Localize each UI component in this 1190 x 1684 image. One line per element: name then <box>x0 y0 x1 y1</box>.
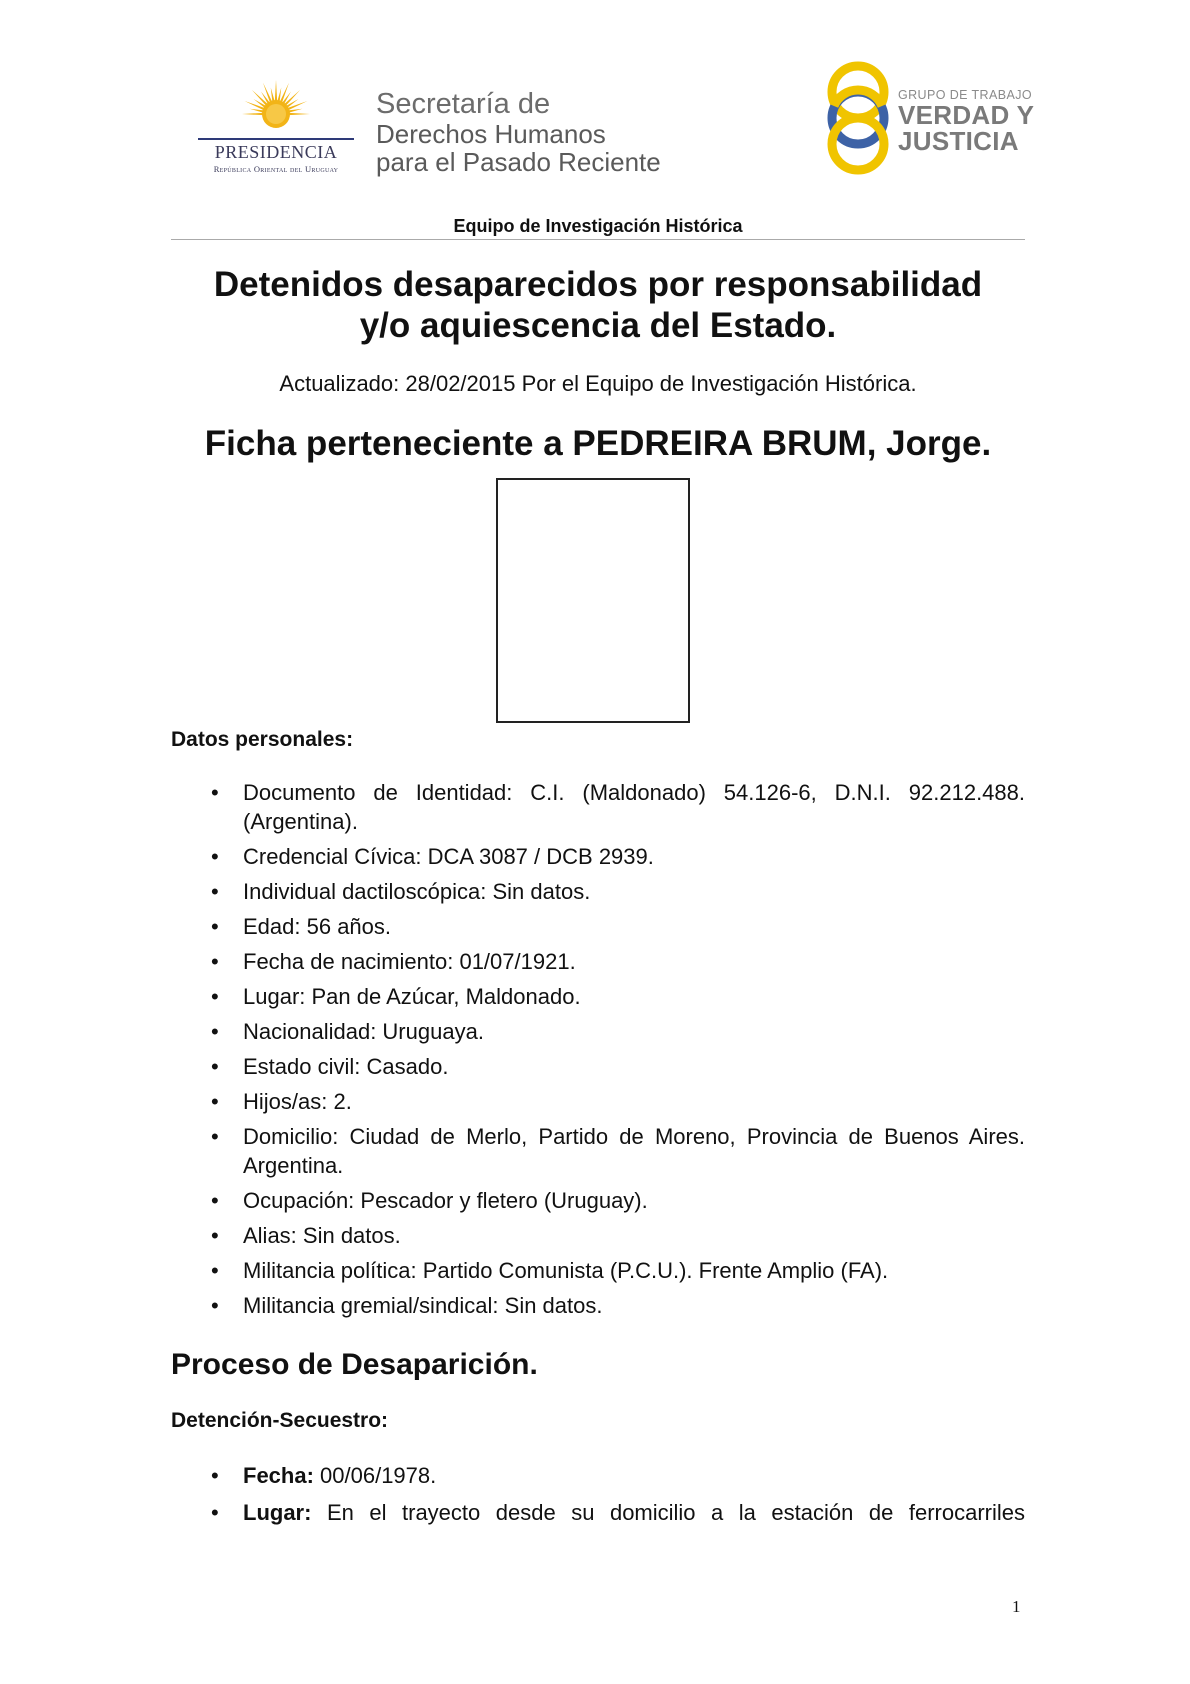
title-line-1: Detenidos desaparecidos por responsabilidad <box>213 265 983 304</box>
sun-ray <box>271 88 275 102</box>
presidencia-logo <box>196 78 356 180</box>
sun-ray <box>250 109 264 113</box>
list-item: • Documento de Identidad: C.I. (Maldonado) 54.126-6, D.N.I. 92.212.488. (Argentina). <box>211 780 1025 834</box>
header-rule <box>171 239 1025 240</box>
detencion-label: Detención-Secuestro: <box>171 1409 389 1432</box>
detencion-list <box>171 1461 1025 1535</box>
bullet-icon: • <box>211 1089 219 1114</box>
secretaria-line-2: Derechos Humanos <box>376 119 606 149</box>
verdad-justicia-text <box>898 88 1035 156</box>
bullet-icon: • <box>211 1223 219 1248</box>
bullet-icon: • <box>211 1500 219 1525</box>
presidencia-divider <box>198 138 354 140</box>
secretaria-line-3: para el Pasado Reciente <box>376 147 661 177</box>
list-item: • Estado civil: Casado. <box>211 1054 449 1079</box>
title-line-2: y/o aquiescencia del Estado. <box>359 306 837 345</box>
bullet-icon: • <box>211 984 219 1009</box>
list-item: • Edad: 56 años. <box>211 914 392 939</box>
bullet-icon: • <box>211 879 219 904</box>
list-item: • Militancia gremial/sindical: Sin datos. <box>211 1293 603 1318</box>
grupo-label: GRUPO DE TRABAJO <box>898 88 1032 102</box>
bullet-icon: • <box>211 1463 219 1488</box>
secretaria-line-1: Secretaría de <box>376 88 551 120</box>
list-item: • Individual dactiloscópica: Sin datos. <box>211 879 591 904</box>
verdad-justicia-logo <box>820 56 1035 180</box>
list-item: • Hijos/as: 2. <box>211 1089 352 1114</box>
secretaria-logo <box>376 88 706 176</box>
list-item: • Nacionalidad: Uruguaya. <box>211 1019 484 1044</box>
list-item: • Credencial Cívica: DCA 3087 / DCB 2939. <box>211 844 654 869</box>
updated-line: Actualizado: 28/02/2015 Por el Equipo de Investigación Histórica. <box>279 371 917 396</box>
sun-ray <box>245 101 265 110</box>
bullet-icon: • <box>211 1124 219 1149</box>
document-title <box>171 264 1025 346</box>
sun-ray <box>288 101 308 110</box>
datos-personales-list <box>171 778 1025 1326</box>
bullet-icon: • <box>211 1258 219 1283</box>
proceso-heading: Proceso de Desaparición. <box>171 1348 538 1381</box>
bullet-icon: • <box>211 1188 219 1213</box>
presidencia-name: PRESIDENCIA <box>214 142 338 162</box>
list-item: • Militancia política: Partido Comunista (P.C.U.). Frente Amplio (FA). <box>211 1258 889 1283</box>
ficha-title: Ficha perteneciente a PEDREIRA BRUM, Jorge. <box>204 424 992 463</box>
sun-ray <box>275 80 277 101</box>
sun-ray <box>288 109 302 113</box>
sun-ray <box>289 113 310 115</box>
sun-ray <box>277 88 281 102</box>
bullet-icon: • <box>211 949 219 974</box>
rings-icon <box>820 56 896 180</box>
bullet-icon: • <box>211 1019 219 1044</box>
sun-ray <box>263 83 272 103</box>
bullet-icon: • <box>211 844 219 869</box>
bullet-icon: • <box>211 914 219 939</box>
photo-placeholder <box>496 478 690 723</box>
page-number: 1 <box>1012 1597 1021 1616</box>
bullet-icon: • <box>211 1293 219 1318</box>
list-item: • Fecha de nacimiento: 01/07/1921. <box>211 949 576 974</box>
team-name: Equipo de Investigación Histórica <box>453 216 743 236</box>
list-item: • Fecha: 00/06/1978. <box>211 1463 437 1488</box>
list-item: • Lugar: En el trayecto desde su domicilio a la estación de ferrocarriles <box>211 1500 1025 1525</box>
sun-ray <box>280 83 289 103</box>
list-item: • Alias: Sin datos. <box>211 1223 401 1248</box>
bullet-icon: • <box>211 1054 219 1079</box>
sun-icon <box>238 78 314 138</box>
justicia-label: JUSTICIA <box>898 126 1019 156</box>
list-item: • Lugar: Pan de Azúcar, Maldonado. <box>211 984 581 1009</box>
list-item: • Ocupación: Pescador y fletero (Uruguay). <box>211 1188 648 1213</box>
datos-personales-label: Datos personales: <box>171 728 354 751</box>
sun-ray <box>242 113 263 115</box>
bullet-icon: • <box>211 780 219 805</box>
presidencia-subtitle: República Oriental del Uruguay <box>213 164 339 174</box>
list-item: • Domicilio: Ciudad de Merlo, Partido de Moreno, Provincia de Buenos Aires. Argentina. <box>211 1124 1025 1178</box>
verdad-label: VERDAD Y <box>898 100 1035 130</box>
